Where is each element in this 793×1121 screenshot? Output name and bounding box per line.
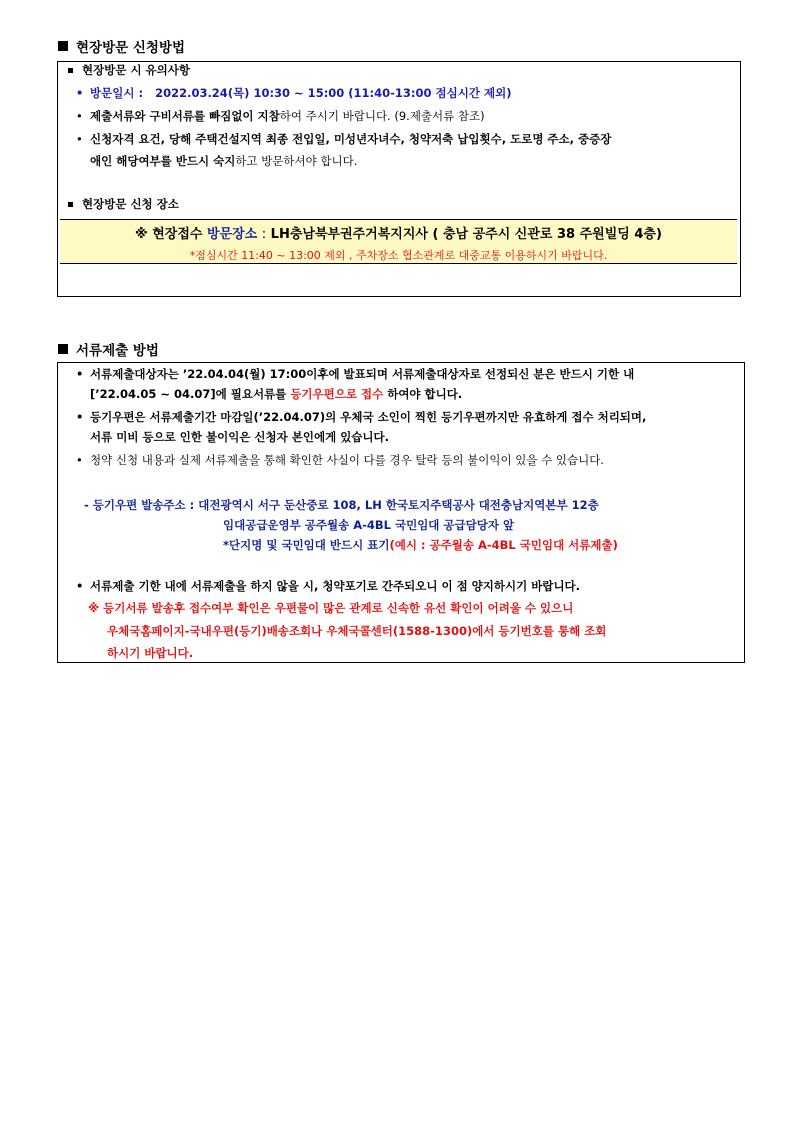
- visit-place-note: *점심시간 11:40 ~ 13:00 제외 , 주차장소 협소관계로 대중교통 이용하시기 바랍니다.: [189, 249, 608, 262]
- mailing-address-text1: 대전광역시 서구 둔산중로 108, LH 한국토지주택공사 대전충남지역본부 12층: [198, 498, 599, 512]
- postal-notice-line2: [90, 429, 389, 445]
- small-square-bullet-icon: [68, 68, 73, 73]
- documents-notice-rest: 하여 주시기 바랍니다. (9.제출서류 참조): [279, 109, 485, 123]
- notice-title: [68, 62, 190, 78]
- visit-place-value: LH충남북부권주거복지지사 ( 충남 공주시 신관로 38 주원빌딩 4층): [270, 227, 662, 242]
- eligibility-notice-line1: [76, 131, 611, 147]
- mailing-address-label: - 등기우편 발송주소 :: [84, 498, 195, 512]
- mailing-address-line1: [84, 497, 599, 513]
- documents-notice-bold: 제출서류와 구비서류를 빠짐없이 지참: [90, 109, 280, 123]
- eligibility-notice-bold: 애인 해당여부를 반드시 숙지: [90, 154, 236, 168]
- square-bullet-icon: [58, 41, 68, 51]
- bullet-icon: •: [76, 132, 83, 146]
- bullet-icon: •: [76, 579, 84, 593]
- visit-place-label: 방문장소: [206, 227, 258, 242]
- section-title-visit-text: 현장방문 신청방법: [76, 40, 186, 56]
- section-title-documents-text: 서류제출 방법: [76, 343, 159, 359]
- mailing-address-line3: [223, 537, 618, 553]
- place-title-text: 현장방문 신청 장소: [82, 197, 179, 211]
- tracking-warning-line3: [107, 645, 193, 661]
- square-bullet-icon: [58, 344, 68, 354]
- tracking-warning-line1: [88, 600, 573, 616]
- mailing-address-example: (예시 : 공주월송 A-4BL 국민임대 서류제출): [389, 538, 618, 552]
- tracking-warning-text2: 우체국홈페이지-국내우편(등기)배송조회나 우체국콜센터(1588-1300)에서 등기번호를 통해 조회: [107, 624, 607, 638]
- visit-place: [60, 223, 737, 242]
- visit-datetime: [76, 85, 511, 101]
- bullet-icon: •: [76, 453, 83, 467]
- bullet-icon: •: [76, 367, 84, 381]
- postal-notice-line1: [76, 409, 646, 425]
- place-title: [68, 196, 179, 212]
- disadvantage-notice: [76, 452, 604, 468]
- bullet-icon: •: [76, 86, 84, 100]
- mailing-address-note: *단지명 및 국민임대 반드시 표기: [223, 538, 390, 552]
- disadvantage-notice-text: 청약 신청 내용과 실제 서류제출을 통해 확인한 사실이 다를 경우 탈락 등의 불이익이 있을 수 있습니다.: [90, 453, 604, 467]
- visit-datetime-label: 방문일시 :: [90, 86, 144, 100]
- tracking-warning-text3: 하시기 바랍니다.: [107, 646, 194, 660]
- submission-notice-line2: [90, 386, 462, 402]
- submission-notice-line1: [76, 366, 634, 382]
- eligibility-notice-text1: 신청자격 요건, 당해 주택건설지역 최종 전입일, 미성년자녀수, 청약저축 납입횟수, 도로명 주소, 중증장: [90, 132, 612, 146]
- submission-method: 등기우편으로 접수: [290, 387, 384, 401]
- section-title-documents: [58, 339, 159, 359]
- deadline-notice-text: 서류제출 기한 내에 서류제출을 하지 않을 시, 청약포기로 간주되오니 이 점 양지하시기 바랍니다.: [90, 579, 581, 593]
- tracking-warning-text1: ※ 등기서류 발송후 접수여부 확인은 우편물이 많은 관계로 신속한 유선 확인이 어려울 수 있으니: [88, 601, 574, 615]
- postal-notice-text2: 서류 미비 등으로 인한 불이익은 신청자 본인에게 있습니다.: [90, 430, 390, 444]
- visit-place-prefix: ※ 현장접수: [135, 227, 203, 242]
- small-square-bullet-icon: [68, 202, 73, 207]
- submission-period: [’22.04.05 ~ 04.07]에 필요서류를: [90, 387, 287, 401]
- documents-notice: [76, 108, 485, 124]
- eligibility-notice-line2: [90, 153, 357, 169]
- tracking-warning-line2: [107, 623, 606, 639]
- notice-title-text: 현장방문 시 유의사항: [82, 63, 190, 77]
- mailing-address-text2: 임대공급운영부 공주월송 A-4BL 국민임대 공급담당자 앞: [223, 518, 515, 532]
- visit-datetime-value: 2022.03.24(목) 10:30 ~ 15:00 (11:40-13:00 점심시간 제외): [155, 86, 512, 100]
- submission-notice-end: 하여야 합니다.: [387, 387, 463, 401]
- eligibility-notice-rest: 하고 방문하셔야 합니다.: [235, 154, 358, 168]
- deadline-notice: [76, 578, 580, 594]
- bullet-icon: •: [76, 410, 84, 424]
- section-title-visit: [58, 36, 185, 56]
- mailing-address-line2: [223, 517, 514, 533]
- visit-place-separator: :: [261, 227, 267, 242]
- visit-place-highlight: [60, 219, 737, 264]
- submission-notice-text1: 서류제출대상자는 ’22.04.04(월) 17:00이후에 발표되며 서류제출대상자로 선정되신 분은 반드시 기한 내: [90, 367, 635, 381]
- postal-notice-text1: 등기우편은 서류제출기간 마감일(’22.04.07)의 우체국 소인이 찍힌 등기우편까지만 유효하게 접수 처리되며,: [90, 410, 647, 424]
- bullet-icon: •: [76, 109, 83, 123]
